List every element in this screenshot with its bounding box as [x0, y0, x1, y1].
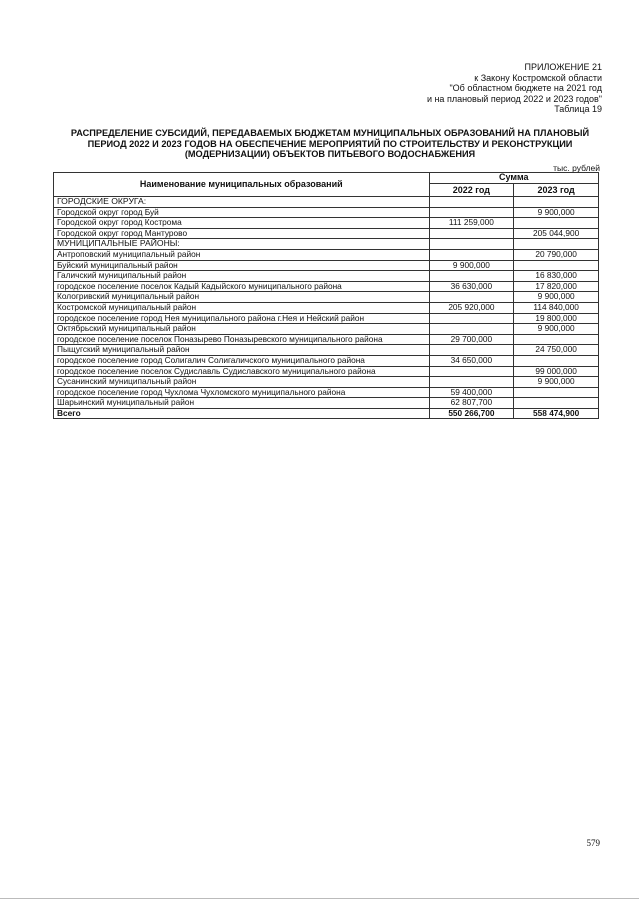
- row-value-2023: 20 790,000: [514, 249, 599, 260]
- appendix-line: и на плановый период 2022 и 2023 годов": [426, 93, 602, 104]
- appendix-line: ПРИЛОЖЕНИЕ 21: [524, 62, 602, 72]
- header-2022: 2022 год: [429, 184, 514, 197]
- row-name: городское поселение город Чухлома Чухломского муниципального района: [54, 387, 430, 398]
- row-value-2023: [514, 334, 599, 345]
- row-name: городское поселение город Нея муниципального района г.Нея и Нейский район: [54, 313, 430, 324]
- total-2022: 550 266,700: [429, 408, 514, 419]
- row-name: Городской округ город Кострома: [54, 218, 430, 229]
- row-name: городское поселение город Солигалич Солигаличского муниципального района: [54, 355, 430, 366]
- row-value-2022: [429, 345, 514, 356]
- row-value-2023: 17 820,000: [514, 281, 599, 292]
- row-value-2022: 34 650,000: [429, 355, 514, 366]
- row-value-2023: [514, 218, 599, 229]
- row-value-2022: 36 630,000: [429, 281, 514, 292]
- row-name: Буйский муниципальный район: [54, 260, 430, 271]
- row-name: городское поселение поселок Кадый Кадыйского муниципального района: [54, 281, 430, 292]
- row-value-2023: 24 750,000: [514, 345, 599, 356]
- table-row: [54, 377, 599, 388]
- row-value-2022: 29 700,000: [429, 334, 514, 345]
- row-value-2023: [514, 398, 599, 409]
- appendix-header: [427, 62, 602, 115]
- row-name: Костромской муниципальный район: [54, 302, 430, 313]
- appendix-line: "Об областном бюджете на 2021 год: [449, 83, 602, 93]
- table-row: [54, 334, 599, 345]
- header-name: Наименование муниципальных образований: [54, 173, 430, 197]
- table-header: [54, 173, 599, 197]
- table-row: [54, 292, 599, 303]
- table-row: [54, 260, 599, 271]
- table-body: [54, 197, 599, 419]
- row-value-2023: 114 840,000: [514, 302, 599, 313]
- table-row: [54, 239, 599, 250]
- table-row: [54, 302, 599, 313]
- row-value-2022: [429, 249, 514, 260]
- unit-label: тыс. рублей: [553, 163, 600, 173]
- row-value-2022: [429, 366, 514, 377]
- row-value-2022: [429, 324, 514, 335]
- table-row: [54, 218, 599, 229]
- page-bottom-rule: [0, 898, 639, 899]
- row-name: Галичский муниципальный район: [54, 271, 430, 282]
- subsidy-table: [53, 172, 599, 419]
- row-value-2022: [429, 377, 514, 388]
- row-name: городское поселение поселок Поназырево Поназыревского муниципального района: [54, 334, 430, 345]
- row-value-2023: [514, 197, 599, 208]
- appendix-line: Таблица 19: [554, 104, 602, 114]
- table-row: [54, 345, 599, 356]
- row-name: Октябрьский муниципальный район: [54, 324, 430, 335]
- row-value-2023: 205 044,900: [514, 228, 599, 239]
- row-value-2023: 9 900,000: [514, 207, 599, 218]
- table-row: [54, 398, 599, 409]
- row-value-2022: [429, 228, 514, 239]
- row-value-2023: 99 000,000: [514, 366, 599, 377]
- table-row: [54, 366, 599, 377]
- row-name: Шарьинский муниципальный район: [54, 398, 430, 409]
- table-row: [54, 281, 599, 292]
- table-row: [54, 313, 599, 324]
- row-value-2022: [429, 239, 514, 250]
- table-row: [54, 207, 599, 218]
- row-name: Городской округ город Мантурово: [54, 228, 430, 239]
- total-row: [54, 408, 599, 419]
- row-value-2022: [429, 313, 514, 324]
- table-row: [54, 197, 599, 208]
- row-value-2023: 19 800,000: [514, 313, 599, 324]
- row-value-2023: 16 830,000: [514, 271, 599, 282]
- table-row: [54, 324, 599, 335]
- row-value-2023: [514, 355, 599, 366]
- row-value-2023: 9 900,000: [514, 324, 599, 335]
- row-value-2022: [429, 292, 514, 303]
- total-2023: 558 474,900: [514, 408, 599, 419]
- table-row: [54, 249, 599, 260]
- row-value-2022: 62 807,700: [429, 398, 514, 409]
- row-name: МУНИЦИПАЛЬНЫЕ РАЙОНЫ:: [54, 239, 430, 250]
- table-row: [54, 271, 599, 282]
- row-value-2022: 205 920,000: [429, 302, 514, 313]
- row-name: Пыщугский муниципальный район: [54, 345, 430, 356]
- row-value-2023: [514, 387, 599, 398]
- row-value-2022: 59 400,000: [429, 387, 514, 398]
- document-title: РАСПРЕДЕЛЕНИЕ СУБСИДИЙ, ПЕРЕДАВАЕМЫХ БЮДЖЕТАМ МУНИЦИПАЛЬНЫХ ОБРАЗОВАНИЙ НА ПЛАНОВЫЙ ПЕРИОД 2022 И 2023 ГОДОВ НА ОБЕСПЕЧЕНИЕ МЕРОПРИЯТИЙ ПО СТРОИТЕЛЬСТВУ И РЕКОНСТРУКЦИИ (МОДЕРНИЗАЦИИ) ОБЪЕКТОВ ПИТЬЕВОГО ВОДОСНАБЖЕНИЯ: [70, 128, 590, 160]
- row-name: Сусанинский муниципальный район: [54, 377, 430, 388]
- appendix-line: к Закону Костромской области: [474, 72, 602, 83]
- row-name: ГОРОДСКИЕ ОКРУГА:: [54, 197, 430, 208]
- header-2023: 2023 год: [514, 184, 599, 197]
- table-row: [54, 355, 599, 366]
- row-value-2022: [429, 271, 514, 282]
- row-value-2023: [514, 239, 599, 250]
- row-value-2022: [429, 197, 514, 208]
- row-value-2022: 111 259,000: [429, 218, 514, 229]
- row-value-2023: [514, 260, 599, 271]
- row-value-2023: 9 900,000: [514, 292, 599, 303]
- total-label: Всего: [54, 408, 430, 419]
- row-name: городское поселение поселок Судиславль Судиславского муниципального района: [54, 366, 430, 377]
- row-name: Антроповский муниципальный район: [54, 249, 430, 260]
- row-value-2022: 9 900,000: [429, 260, 514, 271]
- row-value-2022: [429, 207, 514, 218]
- table-row: [54, 387, 599, 398]
- row-value-2023: 9 900,000: [514, 377, 599, 388]
- page-number: 579: [586, 838, 600, 848]
- row-name: Городской округ город Буй: [54, 207, 430, 218]
- row-name: Кологривский муниципальный район: [54, 292, 430, 303]
- header-sum: Сумма: [429, 173, 598, 184]
